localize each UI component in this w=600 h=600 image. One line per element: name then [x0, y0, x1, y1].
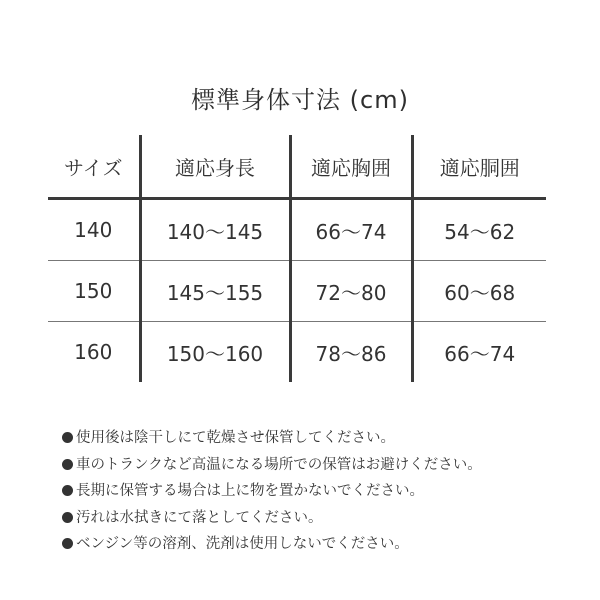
header-height: 適応身長 — [140, 135, 290, 199]
cell-height: 145〜155 — [140, 261, 290, 322]
bullet-icon — [62, 512, 73, 523]
cell-size: 150 — [48, 261, 140, 322]
note-text: 長期に保管する場合は上に物を置かないでください。 — [76, 483, 424, 499]
note-text: ベンジン等の溶剤、洗剤は使用しないでください。 — [76, 536, 409, 552]
cell-height: 150〜160 — [140, 322, 290, 383]
page-title: 標準身体寸法 (cm) — [191, 86, 409, 114]
table-row — [48, 322, 546, 383]
note-text: 汚れは水拭きにて落としてください。 — [76, 509, 323, 526]
bullet-icon — [62, 538, 73, 549]
cell-height: 140〜145 — [140, 199, 290, 261]
table-row — [48, 199, 546, 261]
table-row — [48, 261, 546, 322]
cell-chest: 72〜80 — [290, 261, 412, 322]
bullet-icon — [62, 485, 73, 496]
note-text: 車のトランクなど高温になる場所での保管はお避けください。 — [76, 456, 482, 473]
list-item — [62, 428, 482, 455]
cell-chest: 66〜74 — [290, 199, 412, 261]
list-item — [62, 455, 482, 482]
cell-size: 160 — [74, 340, 113, 364]
list-item — [62, 508, 482, 535]
cell-waist: 54〜62 — [412, 199, 546, 261]
list-item — [62, 481, 482, 508]
cell-chest: 78〜86 — [290, 322, 412, 383]
list-item — [62, 534, 482, 561]
cell-size: 140 — [48, 199, 140, 261]
cell-waist: 66〜74 — [412, 322, 546, 383]
header-chest: 適応胸囲 — [290, 135, 412, 199]
care-notes-list — [62, 428, 482, 561]
bullet-icon — [62, 432, 73, 443]
cell-waist: 60〜68 — [412, 261, 546, 322]
header-size: サイズ — [48, 135, 140, 199]
header-waist: 適応胴囲 — [412, 135, 546, 199]
size-table — [48, 135, 546, 382]
bullet-icon — [62, 459, 73, 470]
table-header-row — [48, 135, 546, 199]
note-text: 使用後は陰干しにて乾燥させ保管してください。 — [76, 430, 395, 446]
